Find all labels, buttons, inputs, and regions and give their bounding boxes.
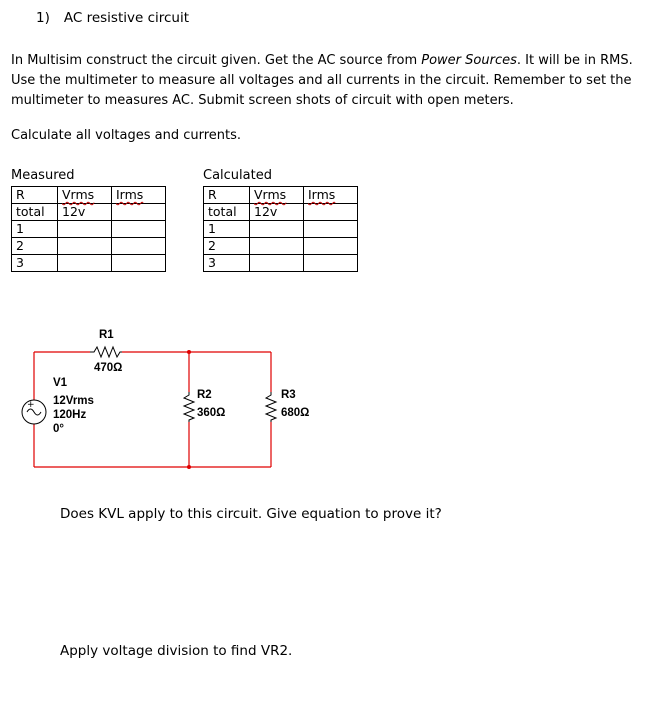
r2-name: R2 bbox=[197, 389, 212, 401]
intro-paragraph bbox=[11, 51, 641, 111]
table-row bbox=[204, 221, 358, 238]
r2-value: 360Ω bbox=[197, 407, 226, 419]
measured-cell bbox=[112, 255, 166, 272]
measured-cell bbox=[58, 255, 112, 272]
junction-top bbox=[187, 350, 191, 354]
calculated-header-vrms: Vrms bbox=[250, 187, 304, 204]
measured-cell: 2 bbox=[12, 238, 58, 255]
junction-bottom bbox=[187, 465, 191, 469]
calculated-cell bbox=[304, 255, 358, 272]
problem-number: 1) bbox=[36, 10, 50, 26]
calculated-cell bbox=[304, 221, 358, 238]
table-row bbox=[12, 255, 166, 272]
calculated-cell: total bbox=[204, 204, 250, 221]
problem-heading bbox=[36, 10, 189, 26]
table-row bbox=[12, 221, 166, 238]
calculated-cell bbox=[304, 238, 358, 255]
ac-source-v1 bbox=[22, 400, 46, 424]
v1-frequency: 120Hz bbox=[53, 409, 87, 421]
calculated-cell bbox=[304, 204, 358, 221]
r3-name: R3 bbox=[281, 389, 296, 401]
calculated-cell: 2 bbox=[204, 238, 250, 255]
question-voltage-division: Apply voltage division to find VR2. bbox=[60, 643, 293, 659]
calculated-cell: 3 bbox=[204, 255, 250, 272]
measured-table bbox=[11, 186, 166, 272]
problem-title: AC resistive circuit bbox=[63, 10, 190, 26]
table-row bbox=[204, 204, 358, 221]
measured-cell bbox=[58, 238, 112, 255]
circuit-schematic bbox=[0, 320, 330, 490]
v1-voltage: 12Vrms bbox=[53, 395, 94, 407]
r1-name: R1 bbox=[99, 329, 114, 341]
calculated-cell bbox=[250, 221, 304, 238]
resistor-r1 bbox=[90, 347, 122, 357]
table-row bbox=[204, 238, 358, 255]
calculated-table-title: Calculated bbox=[203, 168, 272, 183]
measured-cell: 1 bbox=[12, 221, 58, 238]
measured-cell: total bbox=[12, 204, 58, 221]
r1-value: 470Ω bbox=[94, 362, 123, 374]
plus-icon: + bbox=[27, 400, 35, 410]
calculated-header-irms: Irms bbox=[304, 187, 358, 204]
measured-cell: 12v bbox=[58, 204, 112, 221]
measured-table-title: Measured bbox=[11, 168, 75, 183]
r3-value: 680Ω bbox=[281, 407, 310, 419]
measured-header-vrms: Vrms bbox=[58, 187, 112, 204]
resistor-r2 bbox=[184, 392, 194, 422]
calculated-table bbox=[203, 186, 358, 272]
calculated-cell bbox=[250, 255, 304, 272]
calc-instruction: Calculate all voltages and currents. bbox=[11, 128, 242, 143]
measured-cell bbox=[112, 238, 166, 255]
question-kvl: Does KVL apply to this circuit. Give equation to prove it? bbox=[60, 506, 442, 522]
calculated-cell bbox=[250, 238, 304, 255]
measured-cell bbox=[112, 204, 166, 221]
measured-header-r: R bbox=[12, 187, 58, 204]
calculated-cell: 1 bbox=[204, 221, 250, 238]
measured-header-irms: Irms bbox=[112, 187, 166, 204]
v1-phase: 0° bbox=[53, 423, 64, 435]
measured-header-row bbox=[12, 187, 166, 204]
table-row bbox=[12, 238, 166, 255]
measured-cell bbox=[58, 221, 112, 238]
intro-italic-power-sources: Power Sources bbox=[421, 53, 517, 68]
calculated-cell: 12v bbox=[250, 204, 304, 221]
table-row bbox=[12, 204, 166, 221]
intro-text-2: . It will be in RMS. Use the multimeter to measure all voltages and all currents in the circuit. Remember to set the multimeter to measures AC. Submit screen shots of circuit with open meters. bbox=[11, 53, 633, 108]
v1-name: V1 bbox=[53, 377, 68, 389]
measured-cell: 3 bbox=[12, 255, 58, 272]
measured-cell bbox=[112, 221, 166, 238]
table-row bbox=[204, 255, 358, 272]
intro-text-1: In Multisim construct the circuit given. Get the AC source from bbox=[11, 53, 422, 68]
resistor-r3 bbox=[266, 392, 276, 422]
calculated-header-row bbox=[204, 187, 358, 204]
calculated-header-r: R bbox=[204, 187, 250, 204]
